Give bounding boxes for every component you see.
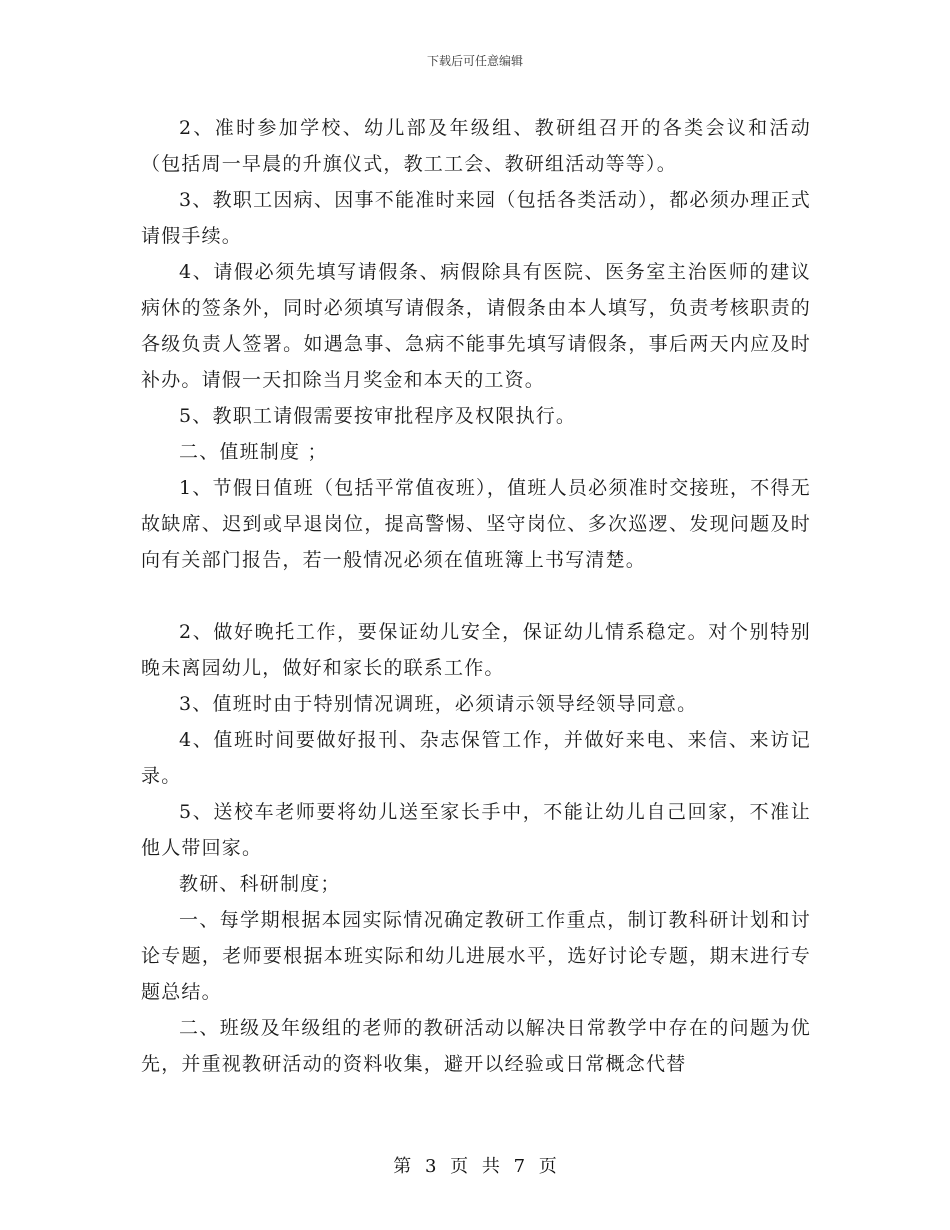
paragraph: 1、节假日值班（包括平常值夜班），值班人员必须准时交接班，不得无故缺席、迟到或早退岗位，提高警惕、坚守岗位、多次巡逻、发现问题及时向有关部门报告，若一般情况必须在值班簿上书写清楚。	[141, 477, 811, 571]
paragraph: 5、教职工请假需要按审批程序及权限执行。	[179, 405, 577, 427]
footer-total-word: 共	[481, 1156, 500, 1177]
page-header: 下载后可任意编辑	[426, 54, 523, 68]
footer-suffix: 页	[538, 1156, 557, 1177]
paragraph: 4、请假必须先填写请假条、病假除具有医院、医务室主治医师的建议病休的签条外，同时必须填写请假条，请假条由本人填写，负责考核职责的各级负责人签署。如遇急事、急病不能事先填写请假条，事后两天内应及时补办。请假一天扣除当月奖金和本天的工资。	[141, 261, 811, 391]
blank-line	[141, 578, 811, 614]
paragraph: 4、值班时间要做好报刊、杂志保管工作，并做好来电、来信、来访记录。	[141, 729, 811, 787]
paragraph: 一、每学期根据本园实际情况确定教研工作重点，制订教科研计划和讨论专题，老师要根据本班实际和幼儿进展水平，选好讨论专题，期末进行专题总结。	[141, 909, 811, 1003]
document-body	[141, 110, 811, 1082]
paragraph: 5、送校车老师要将幼儿送至家长手中，不能让幼儿自己回家，不准让他人带回家。	[141, 801, 811, 859]
paragraph: 3、教职工因病、因事不能准时来园（包括各类活动），都必须办理正式请假手续。	[141, 189, 811, 247]
total-page-count: 7	[513, 1156, 526, 1177]
page-footer	[0, 1152, 950, 1178]
footer-prefix: 第	[393, 1156, 412, 1177]
paragraph: 2、准时参加学校、幼儿部及年级组、教研组召开的各类会议和活动（包括周一早晨的升旗仪式，教工工会、教研组活动等等）。	[141, 117, 811, 175]
paragraph: 3、值班时由于特别情况调班，必须请示领导经领导同意。	[179, 693, 698, 715]
footer-page-word: 页	[450, 1156, 469, 1177]
current-page-number: 3	[424, 1156, 437, 1177]
paragraph: 2、做好晚托工作，要保证幼儿安全，保证幼儿情系稳定。对个别特别晚未离园幼儿，做好和家长的联系工作。	[141, 621, 811, 679]
paragraph: 二、班级及年级组的老师的教研活动以解决日常教学中存在的问题为优先，并重视教研活动的资料收集，避开以经验或日常概念代替	[141, 1017, 811, 1075]
section-heading: 教研、科研制度；	[179, 873, 341, 895]
section-heading: 二、值班制度 ；	[179, 441, 328, 463]
